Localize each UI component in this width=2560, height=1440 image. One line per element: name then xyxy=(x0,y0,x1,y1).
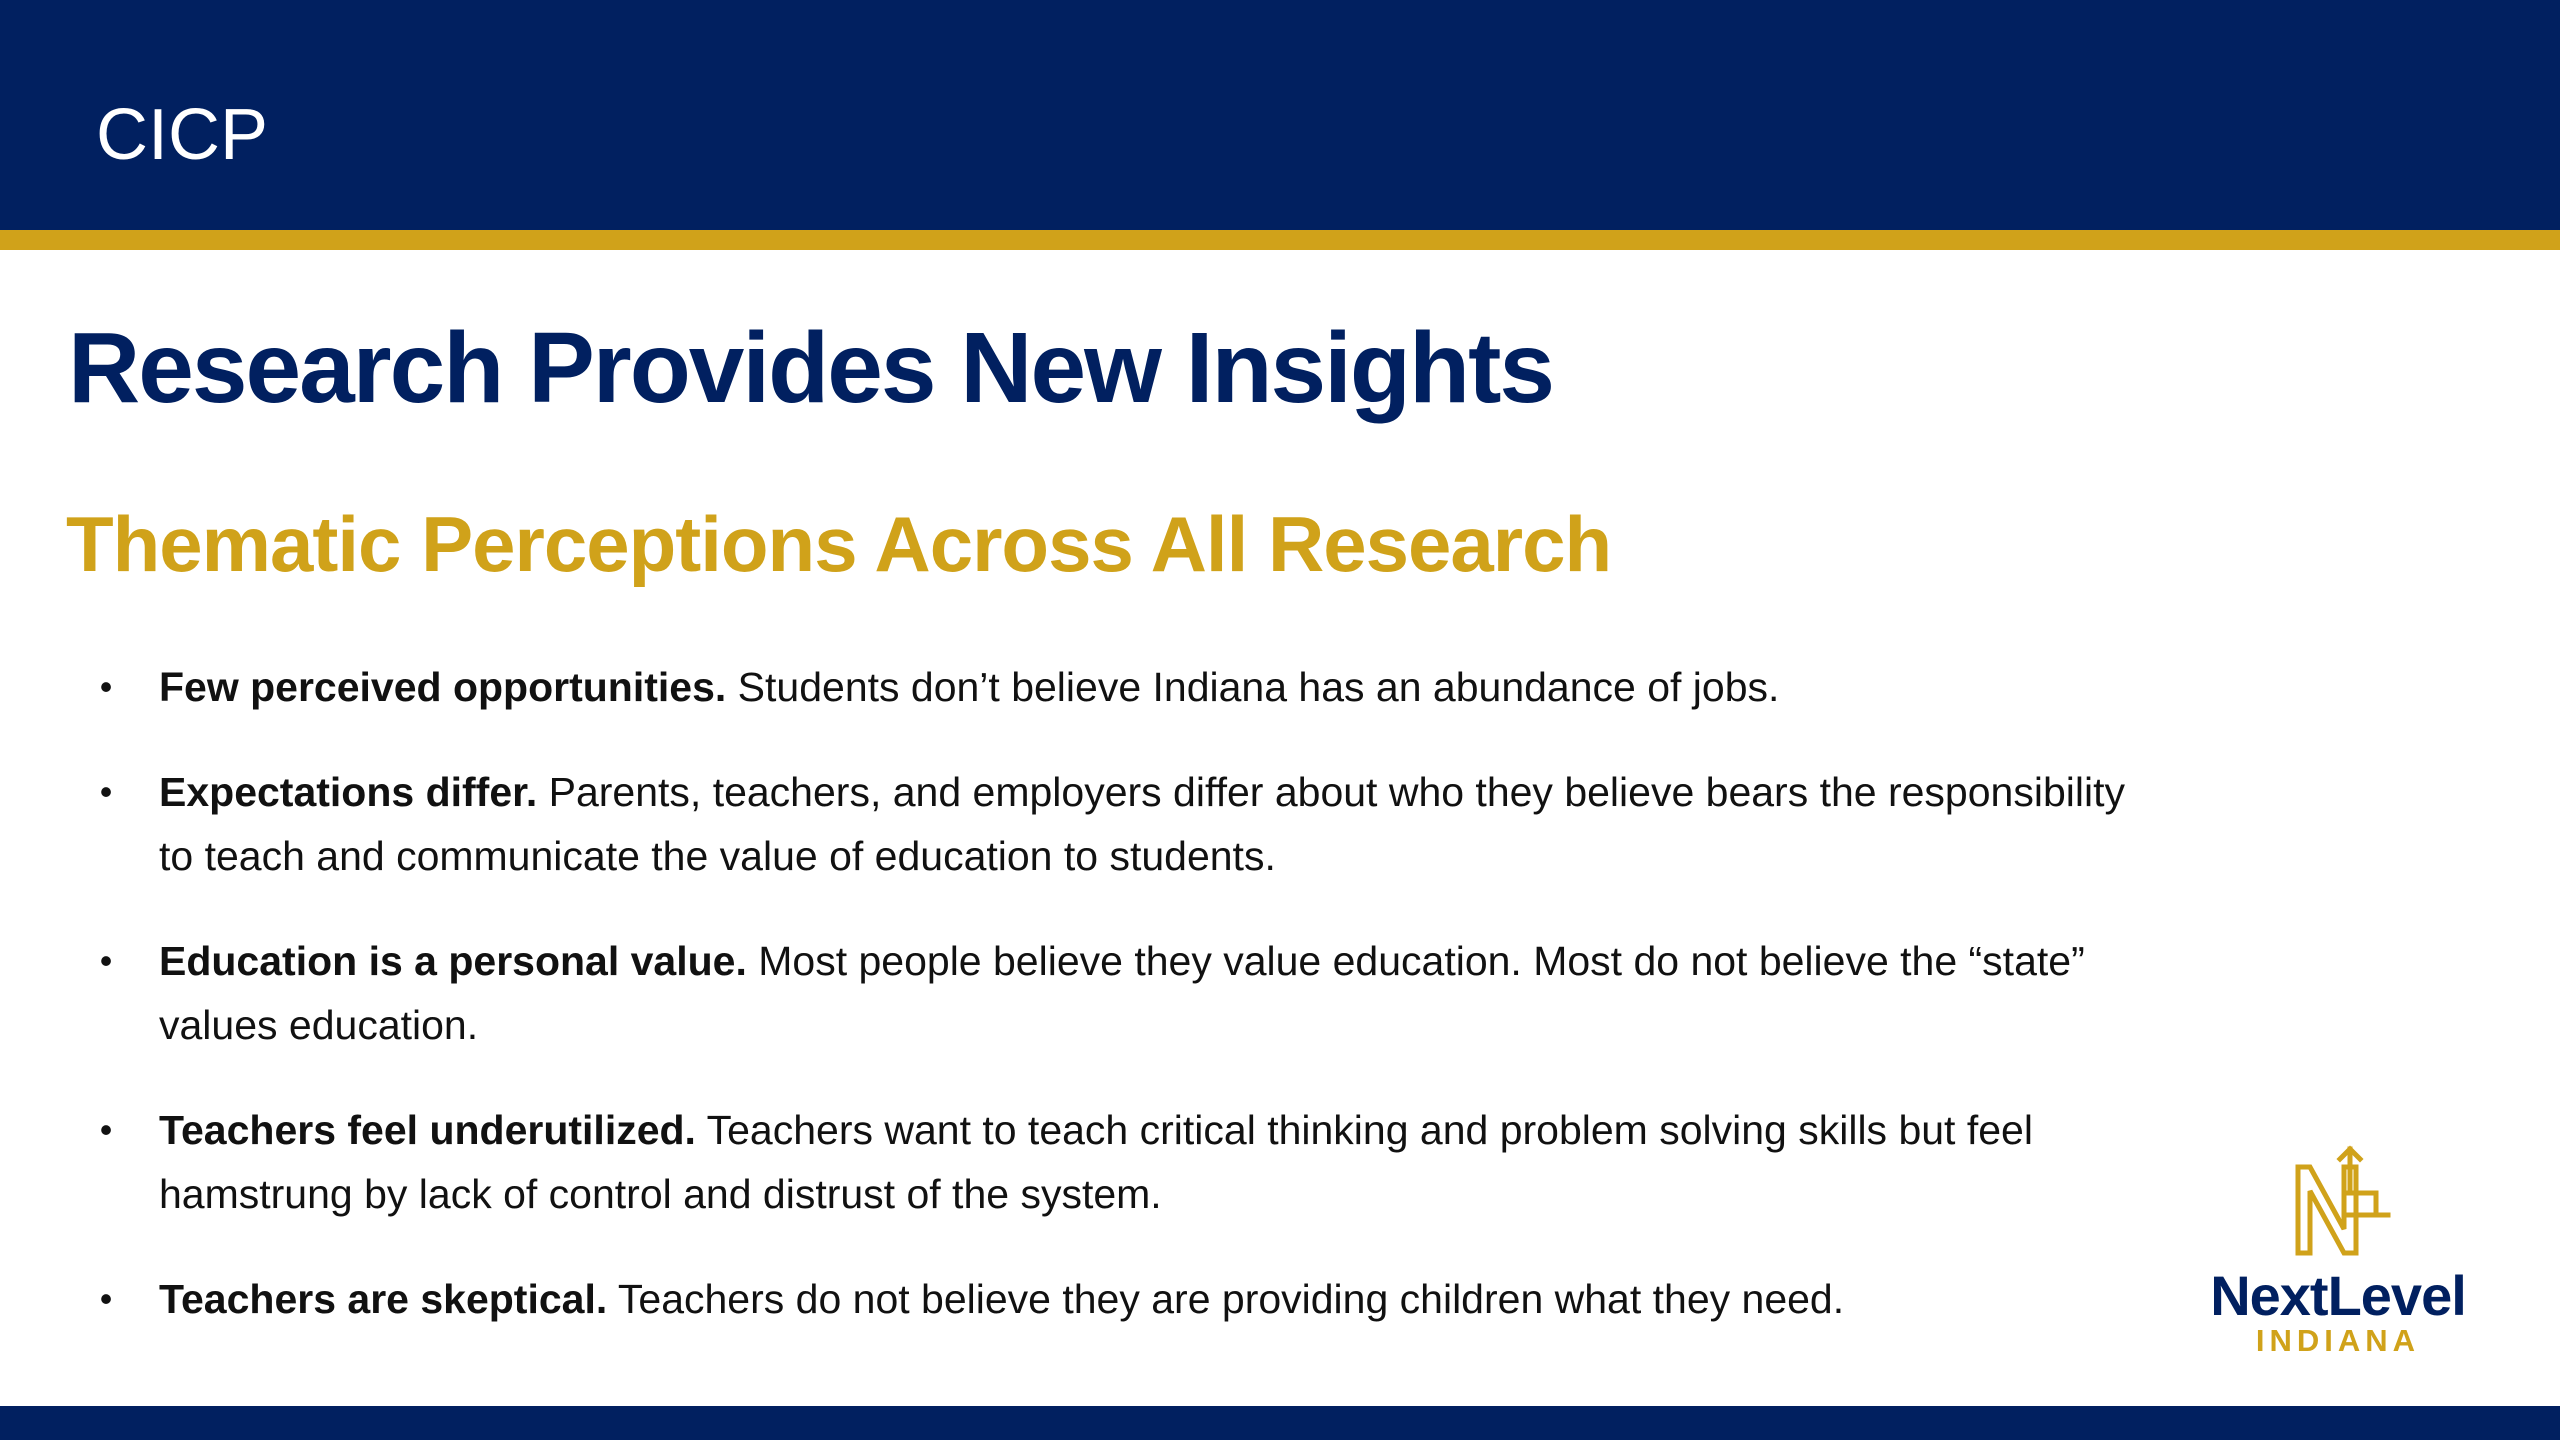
bullet-dot: • xyxy=(99,1278,113,1319)
nextlevel-n-arrow-icon xyxy=(2288,1145,2398,1265)
bullet-item xyxy=(96,929,2146,1057)
bullet-lead: Expectations differ. xyxy=(159,769,538,815)
bullet-lead: Education is a personal value. xyxy=(159,938,747,984)
bullet-lead: Teachers are skeptical. xyxy=(159,1276,608,1322)
footer-band xyxy=(0,1406,2560,1440)
bullet-text: Parents, teachers, and employers differ about who they believe bears the responsibility to teach and communicate the value of education to students. xyxy=(159,769,2125,879)
slide-subtitle: Thematic Perceptions Across All Research xyxy=(66,500,1612,588)
bullet-dot: • xyxy=(99,1109,113,1150)
header-band xyxy=(0,0,2560,230)
bullet-lead: Few perceived opportunities. xyxy=(159,664,727,710)
slide-title: Research Provides New Insights xyxy=(68,312,1554,424)
bullet-item xyxy=(96,655,2146,719)
header-gold-rule xyxy=(0,230,2560,250)
nextlevel-indiana-logo xyxy=(2178,1145,2498,1360)
logo-wordmark: NextLevel xyxy=(2210,1264,2466,1327)
bullet-lead: Teachers feel underutilized. xyxy=(159,1107,696,1153)
bullet-dot: • xyxy=(99,771,113,812)
bullet-item xyxy=(96,1098,2146,1226)
bullet-item xyxy=(96,1267,2146,1331)
bullet-text: Teachers want to teach critical thinking and problem solving skills but feel hamstrung by lack of control and distrust of the system. xyxy=(159,1107,2033,1217)
header-title: CICP xyxy=(96,95,269,175)
bullet-text: Students don’t believe Indiana has an abundance of jobs. xyxy=(726,664,1780,710)
bullet-dot: • xyxy=(99,940,113,981)
bullet-item xyxy=(96,760,2146,888)
insights-bullet-list xyxy=(96,655,2146,1331)
logo-subtext: INDIANA xyxy=(2255,1323,2421,1358)
bullet-text: Most people believe they value education. Most do not believe the “state” values education. xyxy=(159,938,2085,1048)
bullet-text: Teachers do not believe they are providing children what they need. xyxy=(607,1276,1845,1322)
bullet-dot: • xyxy=(99,666,113,707)
